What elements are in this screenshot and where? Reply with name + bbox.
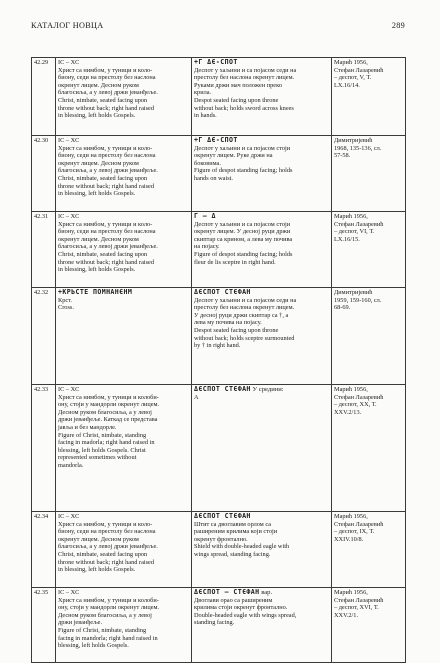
obverse-line: држи јеванђеље. — [58, 619, 103, 627]
obverse-line: биону, седи на престолу без наслона — [58, 228, 156, 236]
catalogue-row — [32, 136, 406, 212]
obverse-line: окренут лицем. Десном руком — [58, 159, 139, 167]
reference-line: – деспот, V, Т. — [334, 74, 372, 82]
reference-line: Марић 1956, — [334, 59, 368, 66]
obverse-line: Христ са нимбом, у туници и коло- — [58, 66, 153, 74]
bibliographic-reference — [332, 288, 406, 385]
obverse-line: Christ, nimbate, seated facing upon — [58, 96, 148, 104]
reverse-line: окренут лицем. У десној руци држи — [194, 228, 291, 236]
obverse-line: represented sometimes without — [58, 454, 137, 462]
obverse-legend: IC – XC — [58, 513, 80, 520]
reference-line: LX.16/14. — [334, 81, 360, 89]
reverse-line: Деспот у хаљини и са појасом стоји — [194, 220, 291, 228]
reference-line: Марић 1956, — [334, 386, 368, 393]
obverse-line: mandorla. — [58, 461, 84, 469]
obverse-line: Крст. — [58, 296, 72, 304]
reverse-line: without back; holds sceptre surmounted — [194, 334, 295, 342]
page-number: 289 — [391, 21, 405, 30]
obverse-line: Христ са нимбом, у туници и коло- — [58, 144, 153, 152]
catalogue-title: КАТАЛОГ НОВЦА — [31, 21, 104, 30]
reference-line: Марић 1956, — [334, 513, 368, 520]
reverse-description — [192, 588, 332, 663]
obverse-legend: IC – XC — [58, 589, 80, 596]
reverse-line: Shield with double-headed eagle with — [194, 543, 290, 551]
reverse-line: раширеним крилима који стоји — [194, 528, 278, 536]
bibliographic-reference — [332, 58, 406, 136]
reverse-line: fleur de lis sceptre in right hand. — [194, 258, 276, 266]
obverse-line: throne without back; right hand raised — [58, 182, 155, 190]
reverse-description — [192, 58, 332, 136]
reverse-legend: +Г ΔЄ-СПОТ — [194, 58, 238, 66]
catalogue-number: 42.32 — [32, 288, 56, 385]
reverse-legend-note: У средини: — [250, 386, 284, 393]
reverse-legend: ΔЄСПОТ СТЄФАН — [194, 288, 251, 296]
reference-line: XXV.2/1. — [334, 611, 359, 619]
reference-line: – деспот, IX, Т. — [334, 528, 375, 536]
obverse-legend: IC – XC — [58, 137, 80, 144]
catalogue-row — [32, 212, 406, 288]
reverse-line: окренут лицем. Руке држи на — [194, 152, 273, 160]
reverse-line: A — [194, 393, 199, 401]
obverse-line: јавља и без мандорле. — [58, 423, 117, 431]
reverse-line: окренут фронтално. — [194, 535, 248, 543]
reference-line: – деспот, VI, Т. — [334, 228, 375, 236]
obverse-description — [56, 512, 192, 588]
obverse-line: blessing, left holds Gospels. — [58, 642, 129, 650]
obverse-line: Figure of Christ, nimbate, standing — [58, 626, 147, 634]
reverse-legend: Г – Δ — [194, 212, 216, 220]
obverse-legend: IC – XC — [58, 386, 80, 393]
reverse-line: hands on waist. — [194, 174, 234, 182]
bibliographic-reference — [332, 512, 406, 588]
reverse-line: Despot seated facing upon throne — [194, 326, 279, 334]
obverse-description — [56, 288, 192, 385]
obverse-line: in blessing, left holds Gospels. — [58, 266, 136, 274]
reference-line: 1959, 159-160, сл. — [334, 296, 382, 304]
obverse-line: благосиља, а у левој држи јеванђеље. — [58, 167, 158, 175]
obverse-line: Христ са нимбом, у туници и коло- — [58, 520, 153, 528]
obverse-line: throne without back; right hand raised — [58, 558, 155, 566]
obverse-line: биону, седи на престолу без наслона — [58, 528, 156, 536]
reference-line: Димитријевић — [334, 137, 373, 144]
catalogue-number: 42.31 — [32, 212, 56, 288]
obverse-line: blessing, left holds Gospels. Christ — [58, 446, 146, 454]
reverse-line: боковима. — [194, 159, 221, 167]
reverse-legend: ΔЄСПОТ – СТЄФАН вар. — [194, 588, 273, 596]
obverse-line: биону, седи на престолу без наслона — [58, 152, 156, 160]
reference-line: Марић 1956, — [334, 589, 368, 596]
bibliographic-reference — [332, 212, 406, 288]
obverse-line: Христ са нимбом, у туници и колоби- — [58, 596, 159, 604]
reverse-line: Despot seated facing upon throne — [194, 96, 279, 104]
bibliographic-reference — [332, 136, 406, 212]
reverse-line: in hands. — [194, 112, 217, 120]
reverse-line: престолу без наслона окренут лицем. — [194, 304, 295, 312]
obverse-line: Figure of Christ, nimbate, standing — [58, 431, 147, 439]
reverse-line: У десној руци држи скиптар са †, а — [194, 311, 289, 319]
reverse-line: Double-headed eagle with wings spread, — [194, 611, 297, 619]
reverse-line: крила. — [194, 89, 212, 97]
reference-line: Стефан Лазаревић — [334, 596, 384, 604]
catalogue-body — [32, 58, 406, 663]
reference-line: 57-58. — [334, 152, 351, 160]
obverse-description — [56, 58, 192, 136]
reverse-description — [192, 385, 332, 512]
obverse-line: Cross. — [58, 304, 74, 312]
reverse-line: Figure of despot standing facing; holds — [194, 250, 293, 258]
obverse-line: facing in madorla; right hand raised in — [58, 439, 155, 447]
obverse-line: in blessing, left holds Gospels. — [58, 190, 136, 198]
reverse-line: Штит са двоглавим орлом са — [194, 520, 272, 528]
reverse-line: Деспот у хаљини и са појасом седи на — [194, 66, 297, 74]
reverse-line: Деспот у хаљини и са појасом стоји — [194, 144, 291, 152]
reverse-line: Figure of despot standing facing; holds — [194, 167, 293, 175]
reverse-legend: +Г ΔЄ-СПОТ — [194, 136, 238, 144]
catalogue-number: 42.34 — [32, 512, 56, 588]
reference-line: – деспот, XX, Т. — [334, 401, 377, 409]
obverse-description — [56, 212, 192, 288]
reference-line: Димитријевић — [334, 289, 373, 296]
reference-line: Стефан Лазаревић — [334, 520, 384, 528]
bibliographic-reference — [332, 588, 406, 663]
obverse-line: благосиља, а у левој држи јеванђеље. — [58, 543, 158, 551]
reference-line: XXV.2/13. — [334, 408, 362, 416]
reference-line: Стефан Лазаревић — [334, 220, 384, 228]
obverse-line: благосиља, а у левој држи јеванђеље. — [58, 243, 158, 251]
coin-catalogue-table — [31, 57, 406, 663]
catalogue-row — [32, 588, 406, 663]
reference-line: Марић 1956, — [334, 213, 368, 220]
obverse-line: ону, стоји у мандорли окренут лицем. — [58, 401, 160, 409]
reverse-line: Деспот у хаљини и са појасом седи на — [194, 296, 297, 304]
reference-line: LX.16/15. — [334, 235, 360, 243]
reverse-line: лева му почива на појасу. — [194, 319, 262, 327]
reverse-legend: ΔЄСПОТ СТЄФАН — [194, 512, 251, 520]
obverse-description — [56, 136, 192, 212]
obverse-legend: +КРЬСТЕ ПОМНАНЄНМ — [58, 288, 133, 296]
reverse-line: престолу без наслона окренут лицем. — [194, 74, 295, 82]
obverse-line: окренут лицем. Десном руком — [58, 81, 139, 89]
catalogue-number: 42.35 — [32, 588, 56, 663]
reverse-description — [192, 212, 332, 288]
obverse-line: Десном руком благосиља, а у левој — [58, 408, 152, 416]
reference-line: Стефан Лазаревић — [334, 393, 384, 401]
reverse-line: крилима стоји окренут фронтално. — [194, 604, 288, 612]
obverse-description — [56, 588, 192, 663]
catalogue-number: 42.33 — [32, 385, 56, 512]
reverse-line: Двоглави орао са раширеним — [194, 596, 273, 604]
page-header — [31, 21, 405, 35]
reference-line: Стефан Лазаревић — [334, 66, 384, 74]
catalogue-row — [32, 385, 406, 512]
catalogue-row — [32, 512, 406, 588]
reverse-legend: ΔЄСПОТ СТЄФАН У средини: — [194, 385, 284, 393]
obverse-line: throne without back; right hand raised — [58, 104, 155, 112]
catalogue-row — [32, 288, 406, 385]
obverse-legend: IC – XC — [58, 59, 80, 66]
obverse-line: ону, стоји у мандорли окренут лицем. — [58, 604, 160, 612]
obverse-line: throne without back; right hand raised — [58, 258, 155, 266]
reverse-description — [192, 136, 332, 212]
obverse-line: окренут лицем. Десном руком — [58, 235, 139, 243]
obverse-line: Христ са нимбом, у туници и коло- — [58, 220, 153, 228]
obverse-line: Христ са нимбом, у туници и колоби- — [58, 393, 159, 401]
reverse-line: wings spread, standing facing. — [194, 550, 271, 558]
reverse-line: standing facing. — [194, 619, 235, 627]
obverse-line: Десном руком благосиља, а у левој — [58, 611, 152, 619]
catalogue-number: 42.29 — [32, 58, 56, 136]
reference-line: – деспот, XVI, Т. — [334, 604, 379, 612]
reference-line: 1968, 135-136, сл. — [334, 144, 382, 152]
reference-line: 68-69. — [334, 304, 351, 312]
reverse-line: by † in right hand. — [194, 342, 241, 350]
obverse-line: in blessing, left holds Gospels. — [58, 112, 136, 120]
obverse-description — [56, 385, 192, 512]
reverse-description — [192, 512, 332, 588]
obverse-line: окренут лицем. Десном руком — [58, 535, 139, 543]
reverse-description — [192, 288, 332, 385]
obverse-line: in blessing, left holds Gospels. — [58, 566, 136, 574]
obverse-line: Christ, nimbate, seated facing upon — [58, 174, 148, 182]
reverse-line: without back; holds sword across knees — [194, 104, 294, 112]
reverse-line: скиптар са крином, а лева му почива — [194, 235, 293, 243]
obverse-line: Christ, nimbate, seated facing upon — [58, 250, 148, 258]
obverse-line: facing in mandorla; right hand raised in — [58, 634, 158, 642]
obverse-line: благосиља, а у левој држи јеванђеље. — [58, 89, 158, 97]
obverse-legend: IC – XC — [58, 213, 80, 220]
catalogue-row — [32, 58, 406, 136]
reverse-line: Руками држи мач положен преко — [194, 81, 282, 89]
reference-line: XXIV.10/8. — [334, 535, 364, 543]
obverse-line: биону, седи на престолу без наслона — [58, 74, 156, 82]
obverse-line: Christ, nimbate, seated facing upon — [58, 550, 148, 558]
reverse-legend-note: вар. — [259, 589, 273, 596]
bibliographic-reference — [332, 385, 406, 512]
obverse-line: држи јеванђеље. Каткад се представа — [58, 416, 158, 424]
reverse-line: на појасу. — [194, 243, 220, 251]
catalogue-number: 42.30 — [32, 136, 56, 212]
